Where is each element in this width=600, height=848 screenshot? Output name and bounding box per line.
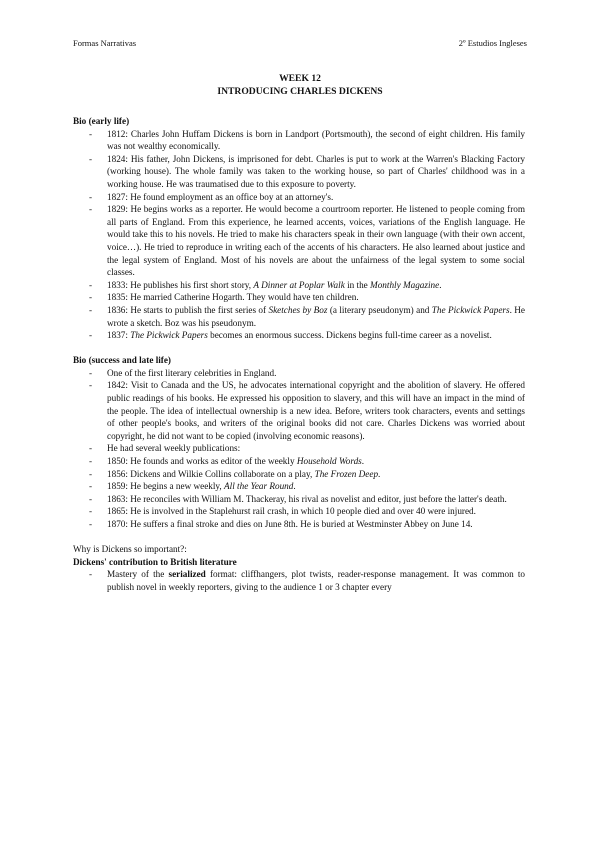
- bullet-dash: -: [89, 493, 93, 504]
- list-item: [73, 128, 525, 153]
- item-text: .: [361, 456, 365, 467]
- section-heading-contribution: Dickens' contribution to British literature: [73, 556, 237, 567]
- section-heading-late-life: Bio (success and late life): [73, 355, 171, 366]
- italic-title: Monthly Magazine: [370, 279, 440, 290]
- list-item: [73, 455, 525, 468]
- list-item: [73, 367, 525, 380]
- item-text: becomes an enormous success. Dickens begins full-time career as a novelist.: [207, 330, 492, 341]
- list-item: [73, 468, 525, 481]
- item-text: 1870: He suffers a final stroke and dies on June 8th. He is buried at Westminster Abbey on June 14.: [107, 519, 473, 529]
- early-life-list: [73, 128, 525, 342]
- item-text: 1833: He publishes his first short story,: [107, 279, 254, 290]
- italic-title: The Frozen Deep: [314, 468, 379, 479]
- item-text: format: cliffhangers, plot twists, reader-response management. It was common to publish novel in weekly reporters, giving to the audience 1 or 3 chapter every: [107, 569, 526, 592]
- italic-title: The Pickwick Papers: [431, 304, 510, 315]
- italic-title: Household Words: [296, 456, 362, 467]
- item-text: . He wrote a sketch. Boz was his pseudonym.: [107, 304, 525, 328]
- item-text: 1842: Visit to Canada and the US, he advocates international copyright and the abolition of slavery. He offered public readings of his books. He expressed his opposition to slavery, and this will have an impact in the mind of the people. The idea of intellectual ownership is a new idea. Before, writers took characters, events and settings of other people's books, and writers of the original books did not care. Charles Dickens was worried about copyright, he did not want to be copied (involving economic reasons).: [107, 380, 525, 441]
- spacer: [73, 531, 525, 544]
- bullet-dash: -: [89, 519, 93, 529]
- list-item: [73, 505, 525, 518]
- item-text: He had several weekly publications:: [107, 443, 241, 454]
- item-text: 1835: He married Catherine Hogarth. They would have ten children.: [107, 292, 359, 303]
- week-title: WEEK 12: [279, 73, 321, 84]
- bullet-dash: -: [89, 304, 93, 315]
- spacer: [73, 342, 525, 355]
- bullet-dash: -: [89, 292, 93, 303]
- bullet-dash: -: [89, 569, 93, 580]
- item-text: 1836: He starts to publish the first series of: [107, 304, 269, 315]
- bullet-dash: -: [89, 481, 93, 492]
- contribution-list: [73, 568, 525, 593]
- item-text: 1850: He founds and works as editor of the weekly: [107, 456, 297, 467]
- italic-title: All the Year Round: [224, 481, 294, 492]
- list-item: [73, 442, 525, 455]
- item-text: (a literary pseudonym) and: [327, 304, 432, 315]
- bold-term: serialized: [168, 569, 206, 580]
- course-name: Formas Narrativas: [73, 38, 137, 48]
- item-text: 1829: He begins works as a reporter. He would become a courtroom reporter. He listened to people coming from all parts of England. From this experience, he learned accents, voices, variations of the English language. He would take this to his novels. He tried to make his characters speak in their own language (with their own accent, voice…). He tried to reproduce in writing each of the accents of his characters. He also learned about justice and the legal system of England. Most of his novels are about the unfairness of the legal system to some social classes.: [107, 204, 525, 278]
- list-item: [73, 279, 525, 292]
- bullet-dash: -: [89, 153, 93, 164]
- list-item: [73, 493, 525, 506]
- bullet-dash: -: [89, 330, 93, 341]
- list-item: [73, 291, 525, 304]
- bullet-dash: -: [89, 443, 93, 454]
- italic-title: The Pickwick Papers: [130, 330, 208, 341]
- bullet-dash: -: [89, 506, 93, 517]
- item-text: 1812: Charles John Huffam Dickens is born in Landport (Portsmouth), the second of eight children. His family was not wealthy economically.: [107, 128, 525, 152]
- list-item: [73, 518, 525, 531]
- bullet-dash: -: [89, 380, 93, 391]
- list-item: [73, 568, 525, 593]
- bullet-dash: -: [89, 367, 93, 378]
- item-text: 1856: Dickens and Wilkie Collins collaborate on a play,: [107, 468, 315, 479]
- list-item: [73, 153, 525, 191]
- item-text: 1837:: [107, 330, 131, 341]
- title-block: [0, 72, 600, 98]
- list-item: [73, 480, 525, 493]
- list-item: [73, 379, 525, 442]
- item-text: 1865: He is involved in the Staplehurst rail crash, in which 10 people died and over 40 were injured.: [107, 506, 476, 517]
- list-item: [73, 304, 525, 329]
- italic-title: A Dinner at Poplar Walk: [253, 279, 345, 290]
- importance-question: Why is Dickens so important?:: [73, 544, 187, 555]
- bullet-dash: -: [89, 191, 93, 202]
- item-text: 1863: He reconciles with William M. Thackeray, his rival as novelist and editor, just before the latter's death.: [107, 493, 507, 504]
- item-text: 1827: He found employment as an office boy at an attorney's.: [107, 191, 334, 202]
- bullet-dash: -: [89, 128, 93, 139]
- bullet-dash: -: [89, 279, 93, 290]
- item-text: .: [293, 481, 296, 492]
- item-text: One of the first literary celebrities in England.: [107, 367, 277, 378]
- page-title: INTRODUCING CHARLES DICKENS: [217, 86, 383, 97]
- italic-title: Sketches by Boz: [268, 304, 328, 315]
- item-text: Mastery of the: [107, 569, 169, 580]
- section-heading-early-life: Bio (early life): [73, 116, 130, 126]
- bullet-dash: -: [89, 468, 93, 479]
- list-item: [73, 191, 525, 204]
- course-level: 2º Estudios Ingleses: [458, 38, 527, 48]
- item-text: 1824: His father, John Dickens, is imprisoned for debt. Charles is put to work at the Warren's Blacking Factory (working house). The whole family was taken to the working house, so part of Charles' childhood was in a working house. He was traumatised due to this exposure to poverty.: [107, 153, 525, 189]
- list-item: [73, 329, 525, 342]
- item-text: in the: [344, 279, 371, 290]
- page-header: [73, 37, 527, 50]
- bullet-dash: -: [89, 204, 93, 215]
- item-text: .: [439, 279, 442, 290]
- item-text: .: [378, 468, 381, 479]
- list-item: [73, 203, 525, 279]
- late-life-list: [73, 367, 525, 531]
- document-body: [73, 115, 525, 594]
- item-text: 1859: He begins a new weekly,: [107, 481, 225, 492]
- bullet-dash: -: [89, 456, 93, 467]
